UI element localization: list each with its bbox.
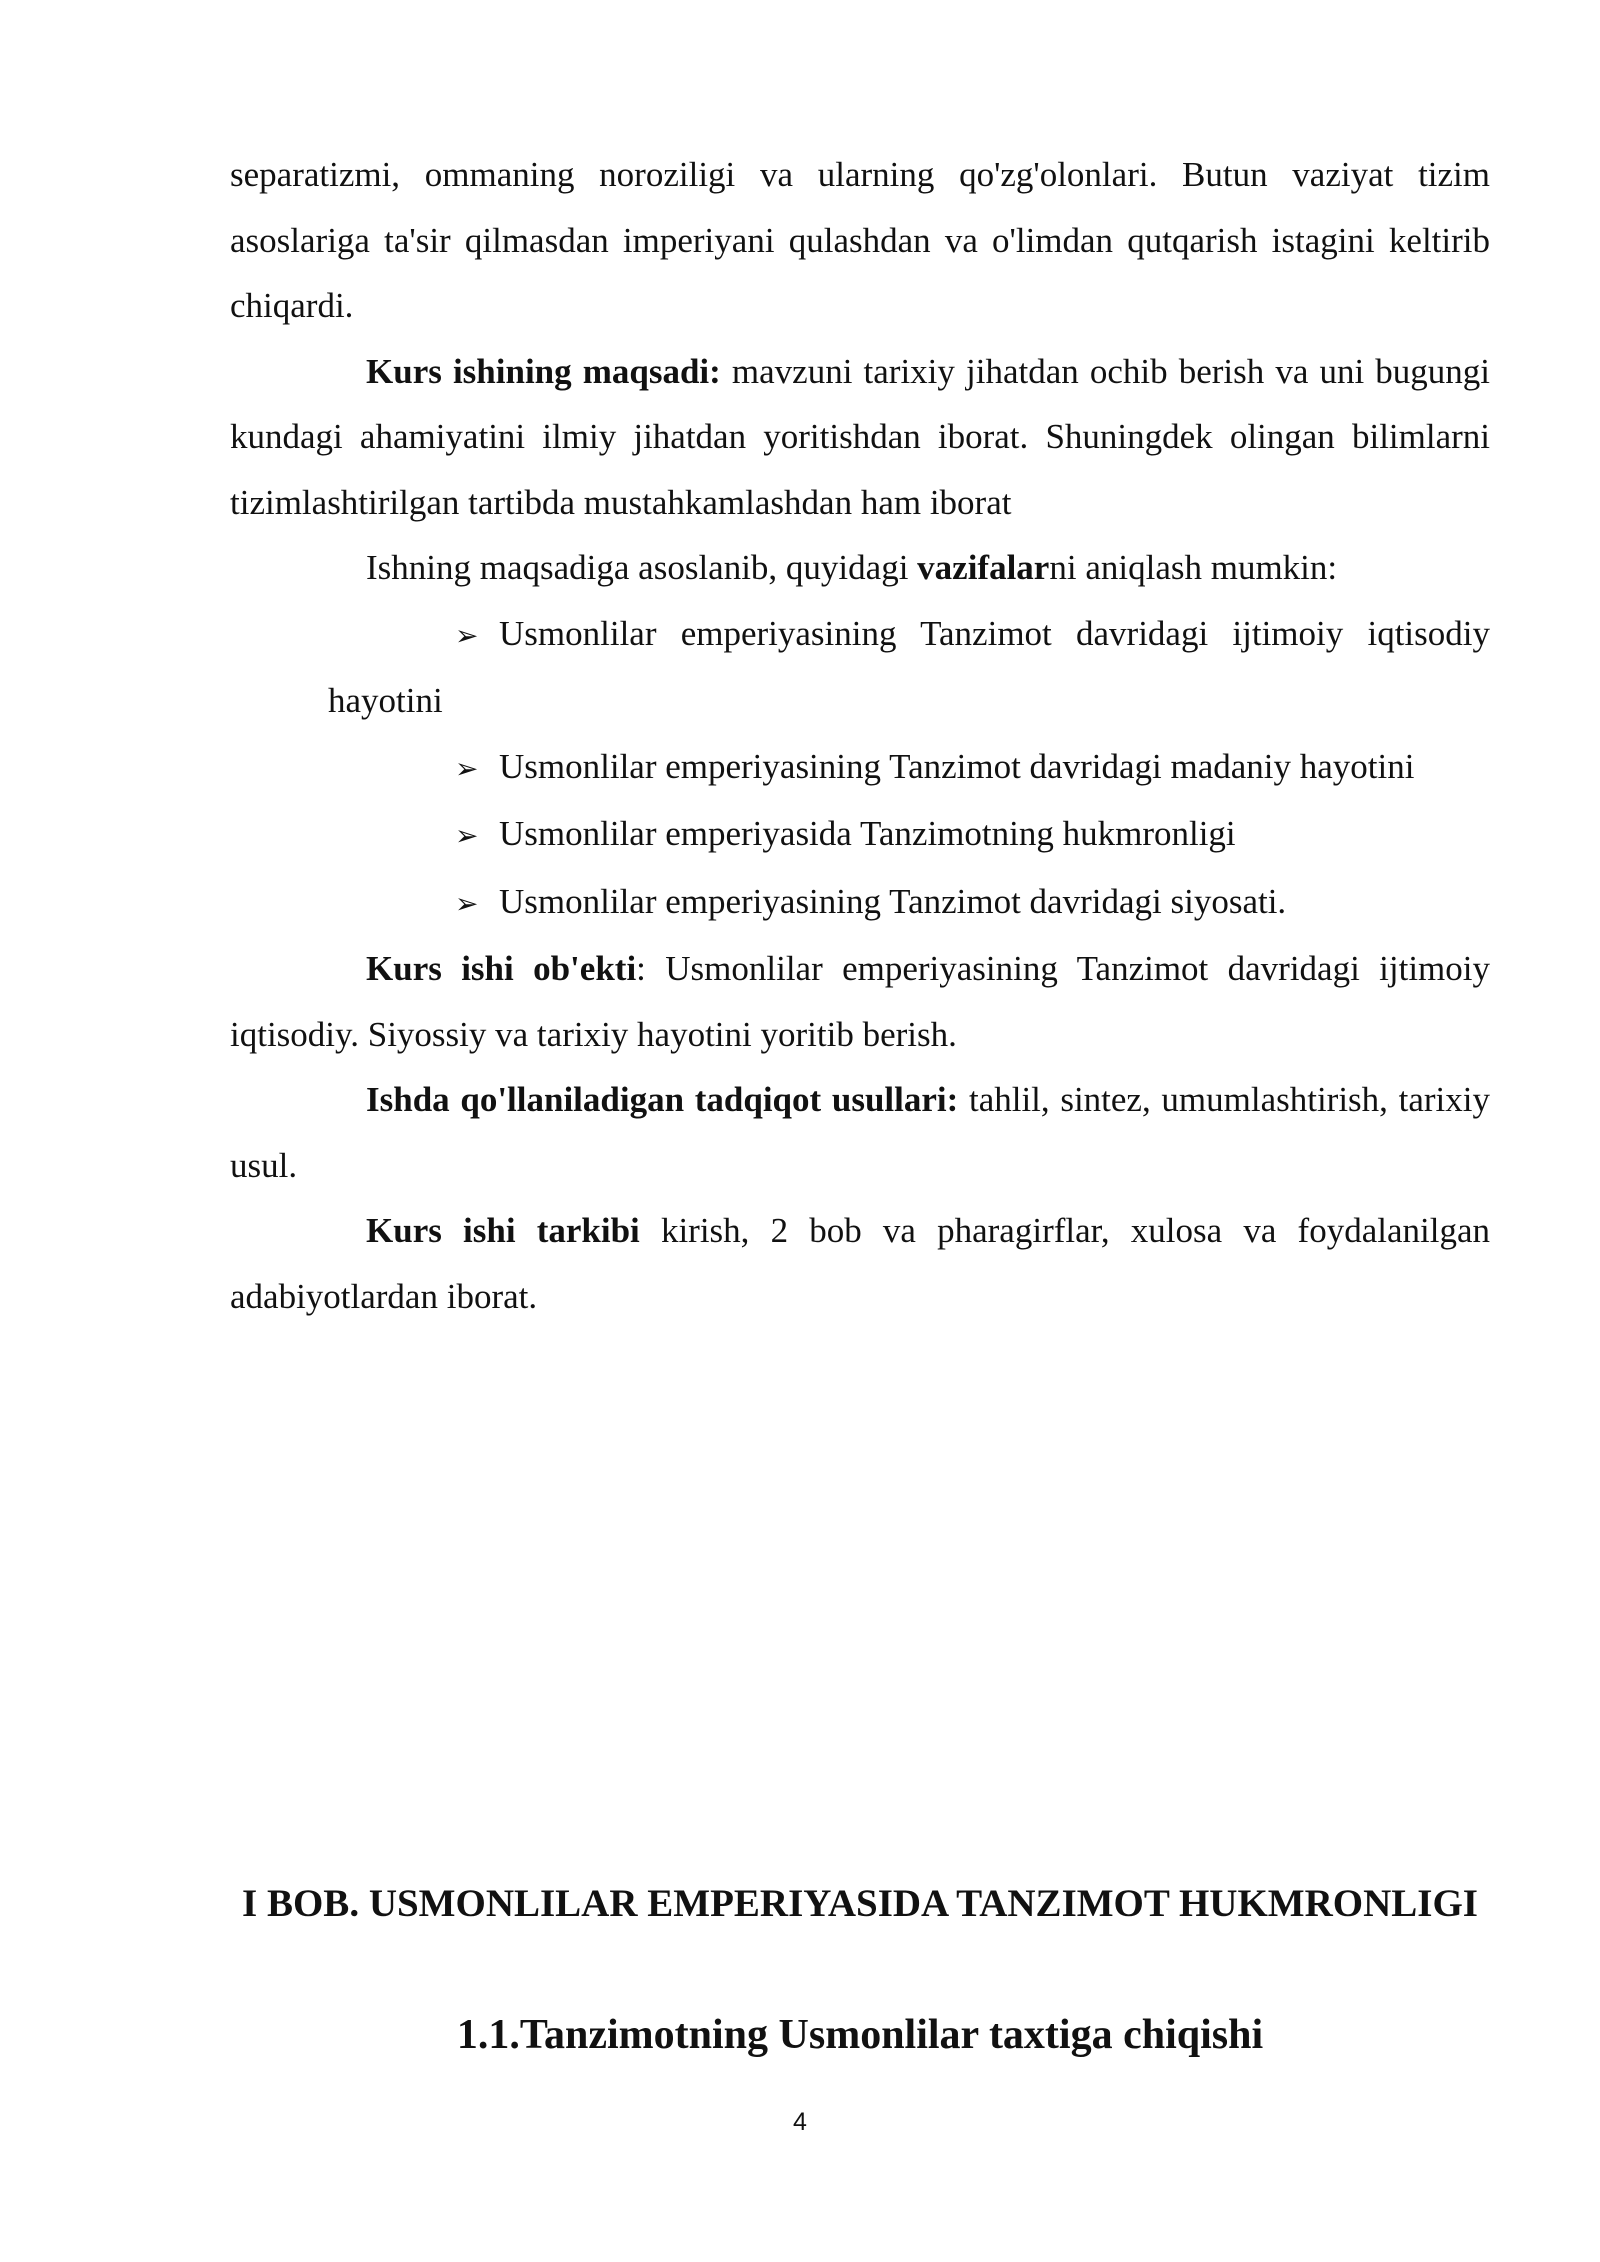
goal-text: mavzuni tarixiy jihatdan ochib berish va uni bugungi kundagi ahamiyatini ilmiy jihatdan yoritishdan iborat. Shuningdek olingan bilimlarni tizimlashtirilgan tartibda mustahkamlashdan ham iborat: [230, 351, 1491, 522]
task-item: [230, 601, 1490, 734]
document-body: [230, 142, 1490, 1329]
methods-paragraph: [230, 1067, 1490, 1198]
goal-paragraph: [230, 339, 1490, 536]
task-item: [230, 734, 1490, 802]
goal-label: Kurs ishining maqsadi:: [366, 351, 721, 391]
intro-paragraph: [230, 142, 1490, 339]
task-item: [230, 801, 1490, 869]
chapter-title: I BOB. USMONLILAR EMPERIYASIDA TANZIMOT HUKMRONLIGI: [242, 1882, 1478, 1925]
task-item-text: Usmonlilar emperiyasining Tanzimot davridagi madaniy hayotini: [499, 746, 1415, 786]
tasks-intro-before: Ishning maqsadiga asoslanib, quyidagi: [366, 548, 918, 587]
task-item-text: Usmonlilar emperiyasining Tanzimot davridagi siyosati.: [499, 881, 1287, 921]
task-item: [230, 869, 1490, 937]
task-item-text: Usmonlilar emperiyasida Tanzimotning hukmronligi: [499, 814, 1236, 853]
task-item-text: Usmonlilar emperiyasining Tanzimot davridagi ijtimoiy iqtisodiy hayotini: [328, 613, 1490, 720]
methods-text: tahlil, sintez, umumlashtirish, tarixiy usul.: [230, 1080, 1490, 1185]
page-number: 4: [793, 2108, 807, 2136]
object-paragraph: [230, 936, 1490, 1067]
arrow-bullet-icon: ➢: [455, 618, 479, 652]
arrow-bullet-icon: ➢: [455, 886, 479, 920]
tasks-intro-paragraph: [230, 535, 1490, 601]
tasks-intro-after: ni aniqlash mumkin:: [1049, 548, 1338, 587]
structure-paragraph: [230, 1198, 1490, 1329]
arrow-bullet-icon: ➢: [455, 751, 479, 785]
methods-label: Ishda qo'llaniladigan tadqiqot usullari:: [366, 1080, 959, 1119]
object-label: Kurs ishi ob'ekti: [366, 949, 637, 988]
structure-label: Kurs ishi tarkibi: [366, 1211, 640, 1250]
object-text: : Usmonlilar emperiyasining Tanzimot davridagi ijtimoiy iqtisodiy. Siyossiy va tarixiy hayotini yoritib berish.: [230, 949, 1491, 1054]
tasks-intro-bold: vazifalar: [917, 548, 1050, 587]
section-title: 1.1.Tanzimotning Usmonlilar taxtiga chiqishi: [456, 2012, 1264, 2058]
arrow-bullet-icon: ➢: [455, 819, 479, 852]
structure-text: kirish, 2 bob va pharagirflar, xulosa va foydalanilgan adabiyotlardan iborat.: [230, 1211, 1490, 1316]
intro-text: separatizmi, ommaning noroziligi va ularning qo'zg'olonlari. Butun vaziyat tizim asoslariga ta'sir qilmasdan imperiyani qulashdan va o'limdan qutqarish istagini keltirib chiqardi.: [230, 155, 1490, 325]
